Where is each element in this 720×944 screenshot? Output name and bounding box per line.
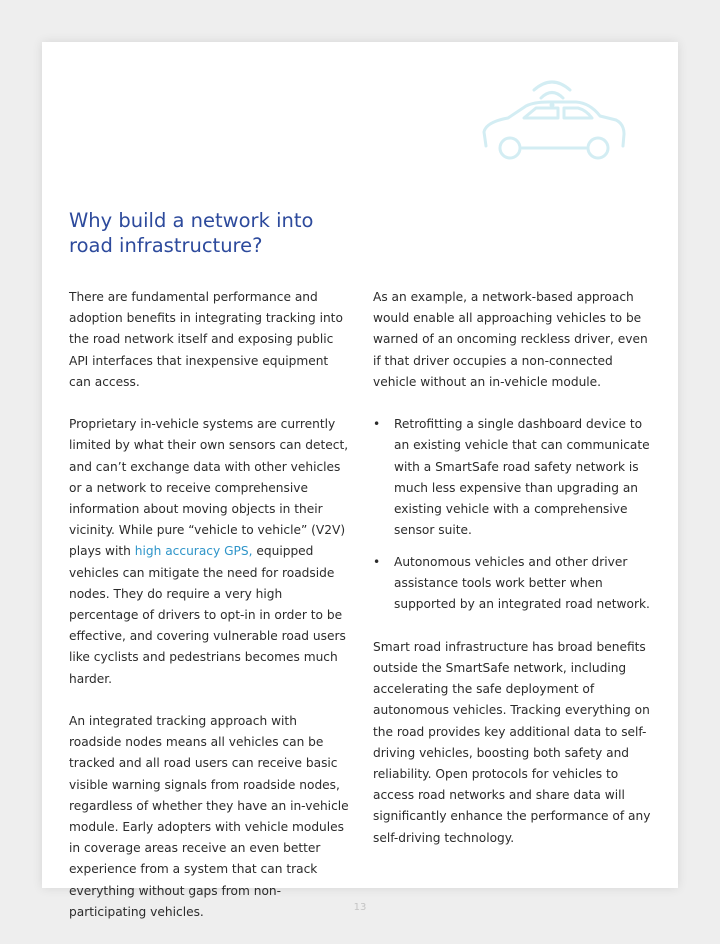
list-item: [373, 552, 658, 616]
list-item: [373, 414, 658, 541]
paragraph-proprietary-systems: [69, 414, 353, 690]
bullet-icon: •: [373, 417, 381, 432]
right-column: [373, 287, 658, 870]
list-item-text: Autonomous vehicles and other driver assistance tools work better when supported by an integrated road network.: [394, 555, 650, 612]
section-heading: Why build a network into road infrastructure?: [69, 209, 314, 257]
paragraph-smart-infrastructure: Smart road infrastructure has broad benefits outside the SmartSafe network, including accelerating the safe deployment of autonomous vehicles. Tracking everything on the road provides key additional data to self-driving vehicles, boosting both safety and reliability. Open protocols for vehicles to access road networks and share data will significantly enhance the performance of any self-driving technology.: [373, 639, 651, 845]
list-item-text: Retrofitting a single dashboard device to an existing vehicle that can communicate with a SmartSafe road safety network is much less expensive than upgrading an existing vehicle with a comprehensive sensor suite.: [394, 417, 650, 538]
paragraph-benefits: There are fundamental performance and adoption benefits in integrating tracking into the road network itself and exposing public API interfaces that inexpensive equipment can access.: [69, 290, 343, 389]
paragraph-example: As an example, a network-based approach would enable all approaching vehicles to be warned of an oncoming reckless driver, even if that driver occupies a non-connected vehicle without an in-vehicle module.: [373, 290, 648, 389]
paragraph-text: Proprietary in-vehicle systems are currently limited by what their own sensors can detect, and can’t exchange data with other vehicles or a network to receive comprehensive information about moving objects in their vicinity. While pure “vehicle to vehicle” (V2V) plays with: [69, 417, 349, 559]
link-high-accuracy-gps[interactable]: high accuracy GPS,: [134, 544, 253, 559]
paragraph-integrated-tracking: An integrated tracking approach with roadside nodes means all vehicles can be tracked and all road users can receive basic visible warning signals from roadside nodes, regardless of whether they have an in-vehicle module. Early adopters with vehicle modules in coverage areas receive an even better experience from a system that can track everything without gaps from non-participating vehicles.: [69, 714, 349, 919]
page-number: 13: [353, 902, 367, 913]
bullet-icon: •: [373, 555, 381, 570]
connected-car-icon: [478, 70, 628, 165]
left-column: [69, 287, 353, 944]
bullet-list: [373, 414, 658, 615]
paragraph-text: equipped vehicles can mitigate the need for roadside nodes. They do require a very high percentage of drivers to opt-in in order to be effective, and covering vulnerable road users like cyclists and pedestrians becomes much harder.: [69, 544, 346, 686]
